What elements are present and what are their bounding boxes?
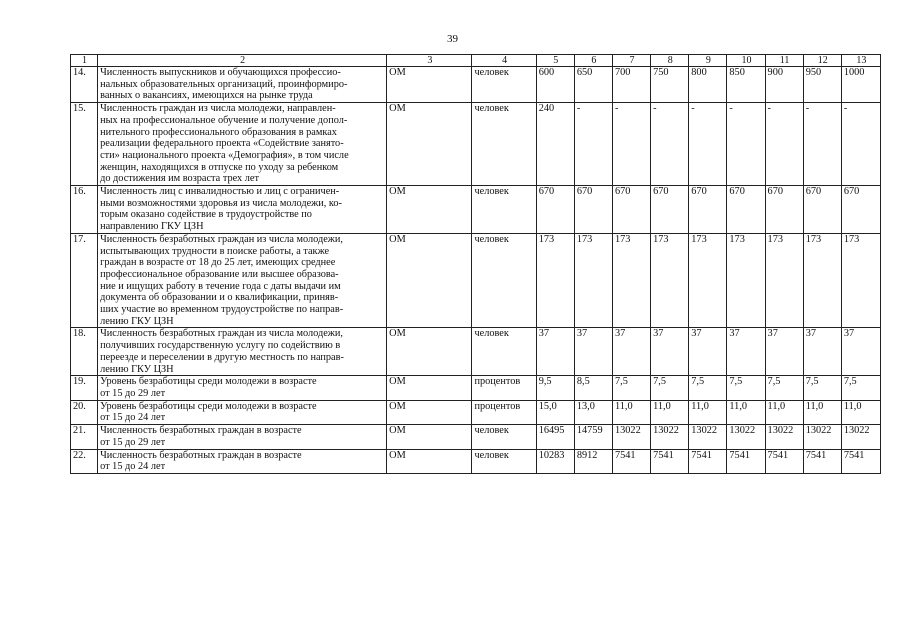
value-cell: 7541	[612, 449, 650, 473]
value-cell: 7,5	[765, 376, 803, 400]
value-cell: 7541	[727, 449, 765, 473]
row-number: 18.	[71, 328, 98, 376]
indicator-kind: ОМ	[387, 186, 472, 234]
value-cell: 670	[841, 186, 880, 234]
indicators-table	[70, 54, 881, 474]
row-number: 14.	[71, 67, 98, 103]
value-cell: 670	[803, 186, 841, 234]
value-cell: 37	[727, 328, 765, 376]
description-line: от 15 до 24 лет	[100, 412, 166, 424]
value-cell: 13,0	[574, 400, 612, 424]
value-cell: 11,0	[803, 400, 841, 424]
value-cell: 7541	[841, 449, 880, 473]
unit-of-measure: процентов	[472, 400, 536, 424]
description-line: получивших государственную услугу по содействию в	[100, 340, 341, 352]
row-number: 20.	[71, 400, 98, 424]
description-line: нальных образовательных организаций, проинформиро-	[100, 78, 348, 90]
value-cell: 670	[574, 186, 612, 234]
description-line: профессиональное образование или высшее образова-	[100, 268, 339, 280]
unit-of-measure: человек	[472, 67, 536, 103]
value-cell: 9,5	[536, 376, 574, 400]
table-row	[71, 425, 881, 449]
value-cell: 11,0	[765, 400, 803, 424]
description-line: Численность выпускников и обучающихся профессио-	[100, 67, 341, 78]
value-cell: 11,0	[841, 400, 880, 424]
value-cell: 13022	[803, 425, 841, 449]
description-line: испытывающих трудности в поиске работы, а также	[100, 245, 330, 257]
value-cell: 670	[727, 186, 765, 234]
value-cell: -	[841, 103, 880, 186]
value-cell: 1000	[841, 67, 880, 103]
indicator-description	[98, 186, 387, 234]
description-line: реализации федерального проекта «Содействие занято-	[100, 138, 344, 150]
value-cell: 11,0	[727, 400, 765, 424]
value-cell: -	[727, 103, 765, 186]
value-cell: 37	[574, 328, 612, 376]
description-line: направлению ГКУ ЦЗН	[100, 221, 204, 233]
description-line: Уровень безработицы среди молодежи в возрасте	[100, 376, 317, 388]
indicator-description	[98, 328, 387, 376]
header-cell: 12	[803, 55, 841, 67]
description-line: ванных о вакансиях, имеющихся на рынке труда	[100, 90, 313, 102]
table-row	[71, 376, 881, 400]
value-cell: 37	[651, 328, 689, 376]
indicator-kind: ОМ	[387, 103, 472, 186]
row-number: 16.	[71, 186, 98, 234]
description-line: Численность безработных граждан в возрасте	[100, 425, 302, 437]
page-number: 39	[447, 33, 458, 45]
value-cell: 173	[765, 233, 803, 328]
value-cell: 173	[841, 233, 880, 328]
value-cell: 13022	[612, 425, 650, 449]
description-line: от 15 до 29 лет	[100, 436, 166, 448]
value-cell: -	[765, 103, 803, 186]
description-line: женщин, находящихся в отпуске по уходу за ребенком	[100, 161, 339, 173]
table-row	[71, 400, 881, 424]
description-line: ние и ищущих работу в течение года с даты выдачи им	[100, 280, 341, 292]
value-cell: 700	[612, 67, 650, 103]
value-cell: 13022	[651, 425, 689, 449]
header-cell: 1	[71, 55, 98, 67]
table-row	[71, 103, 881, 186]
description-line: торым оказано содействие в трудоустройстве по	[100, 209, 312, 221]
value-cell: 37	[803, 328, 841, 376]
table-row	[71, 67, 881, 103]
unit-of-measure: человек	[472, 186, 536, 234]
unit-of-measure: человек	[472, 425, 536, 449]
value-cell: 900	[765, 67, 803, 103]
value-cell: 37	[689, 328, 727, 376]
header-cell: 11	[765, 55, 803, 67]
indicator-description	[98, 103, 387, 186]
table-row	[71, 449, 881, 473]
indicator-description	[98, 449, 387, 473]
value-cell: 7,5	[651, 376, 689, 400]
value-cell: 600	[536, 67, 574, 103]
description-line: Численность безработных граждан из числа молодежи,	[100, 328, 344, 340]
value-cell: 8,5	[574, 376, 612, 400]
header-cell: 9	[689, 55, 727, 67]
value-cell: -	[689, 103, 727, 186]
row-number: 15.	[71, 103, 98, 186]
header-cell: 2	[98, 55, 387, 67]
value-cell: 10283	[536, 449, 574, 473]
value-cell: 173	[727, 233, 765, 328]
value-cell: 16495	[536, 425, 574, 449]
header-cell: 4	[472, 55, 536, 67]
value-cell: 7541	[689, 449, 727, 473]
indicator-kind: ОМ	[387, 376, 472, 400]
table-row	[71, 328, 881, 376]
value-cell: 7541	[803, 449, 841, 473]
unit-of-measure: человек	[472, 449, 536, 473]
unit-of-measure: человек	[472, 103, 536, 186]
value-cell: 7,5	[803, 376, 841, 400]
header-cell: 3	[387, 55, 472, 67]
indicator-kind: ОМ	[387, 233, 472, 328]
value-cell: 13022	[765, 425, 803, 449]
description-line: ными возможностями здоровья из числа молодежи, ко-	[100, 197, 342, 209]
header-cell: 10	[727, 55, 765, 67]
value-cell: 950	[803, 67, 841, 103]
value-cell: 11,0	[689, 400, 727, 424]
value-cell: 800	[689, 67, 727, 103]
description-line: от 15 до 29 лет	[100, 387, 166, 399]
value-cell: 13022	[841, 425, 880, 449]
description-line: сти» национального проекта «Демография», в том числе	[100, 149, 349, 161]
header-cell: 6	[574, 55, 612, 67]
description-line: Численность граждан из числа молодежи, направлен-	[100, 103, 336, 115]
unit-of-measure: человек	[472, 328, 536, 376]
value-cell: -	[574, 103, 612, 186]
value-cell: 670	[651, 186, 689, 234]
value-cell: 750	[651, 67, 689, 103]
value-cell: 670	[612, 186, 650, 234]
indicator-description	[98, 233, 387, 328]
header-row	[71, 55, 881, 67]
indicator-kind: ОМ	[387, 449, 472, 473]
value-cell: 173	[803, 233, 841, 328]
value-cell: 7541	[651, 449, 689, 473]
value-cell: 670	[689, 186, 727, 234]
header-cell: 13	[841, 55, 880, 67]
value-cell: 850	[727, 67, 765, 103]
value-cell: 7541	[765, 449, 803, 473]
value-cell: 173	[536, 233, 574, 328]
value-cell: 13022	[727, 425, 765, 449]
indicator-description	[98, 425, 387, 449]
header-cell: 8	[651, 55, 689, 67]
value-cell: -	[612, 103, 650, 186]
value-cell: 7,5	[612, 376, 650, 400]
header-cell: 5	[536, 55, 574, 67]
indicator-description	[98, 67, 387, 103]
value-cell: 173	[612, 233, 650, 328]
description-line: Численность безработных граждан в возрасте	[100, 449, 302, 461]
row-number: 19.	[71, 376, 98, 400]
description-line: Численность лиц с инвалидностью и лиц с ограничен-	[100, 186, 340, 198]
indicator-kind: ОМ	[387, 328, 472, 376]
value-cell: 670	[765, 186, 803, 234]
indicator-kind: ОМ	[387, 67, 472, 103]
value-cell: 15,0	[536, 400, 574, 424]
description-line: ших участие во временном трудоустройстве по направ-	[100, 304, 344, 316]
value-cell: 37	[765, 328, 803, 376]
table-row	[71, 186, 881, 234]
description-line: от 15 до 24 лет	[100, 461, 166, 473]
description-line: переезде и переселении в другую местность по направ-	[100, 351, 344, 363]
description-line: Уровень безработицы среди молодежи в возрасте	[100, 400, 317, 412]
value-cell: 37	[612, 328, 650, 376]
indicator-description	[98, 400, 387, 424]
value-cell: 37	[841, 328, 880, 376]
value-cell: 13022	[689, 425, 727, 449]
indicator-kind: ОМ	[387, 425, 472, 449]
value-cell: -	[803, 103, 841, 186]
description-line: ных на профессиональное обучение и получение допол-	[100, 114, 348, 126]
unit-of-measure: человек	[472, 233, 536, 328]
description-line: документа об образовании и о квалификации, приняв-	[100, 292, 339, 304]
header-cell: 7	[612, 55, 650, 67]
value-cell: 11,0	[612, 400, 650, 424]
value-cell: 7,5	[727, 376, 765, 400]
value-cell: 7,5	[689, 376, 727, 400]
description-line: граждан в возрасте от 18 до 25 лет, имеющих среднее	[100, 257, 336, 269]
row-number: 21.	[71, 425, 98, 449]
value-cell: 670	[536, 186, 574, 234]
value-cell: 8912	[574, 449, 612, 473]
value-cell: 173	[689, 233, 727, 328]
value-cell: 173	[651, 233, 689, 328]
description-line: лению ГКУ ЦЗН	[100, 363, 174, 375]
unit-of-measure: процентов	[472, 376, 536, 400]
value-cell: 7,5	[841, 376, 880, 400]
value-cell: 650	[574, 67, 612, 103]
value-cell: 14759	[574, 425, 612, 449]
value-cell: 11,0	[651, 400, 689, 424]
value-cell: -	[651, 103, 689, 186]
indicator-kind: ОМ	[387, 400, 472, 424]
row-number: 22.	[71, 449, 98, 473]
description-line: лению ГКУ ЦЗН	[100, 315, 174, 327]
row-number: 17.	[71, 233, 98, 328]
table-row	[71, 233, 881, 328]
description-line: Численность безработных граждан из числа молодежи,	[100, 233, 344, 245]
value-cell: 240	[536, 103, 574, 186]
description-line: до достижения им возраста трех лет	[100, 173, 259, 185]
indicator-description	[98, 376, 387, 400]
value-cell: 37	[536, 328, 574, 376]
value-cell: 173	[574, 233, 612, 328]
description-line: нительного профессионального образования в рамках	[100, 126, 337, 138]
